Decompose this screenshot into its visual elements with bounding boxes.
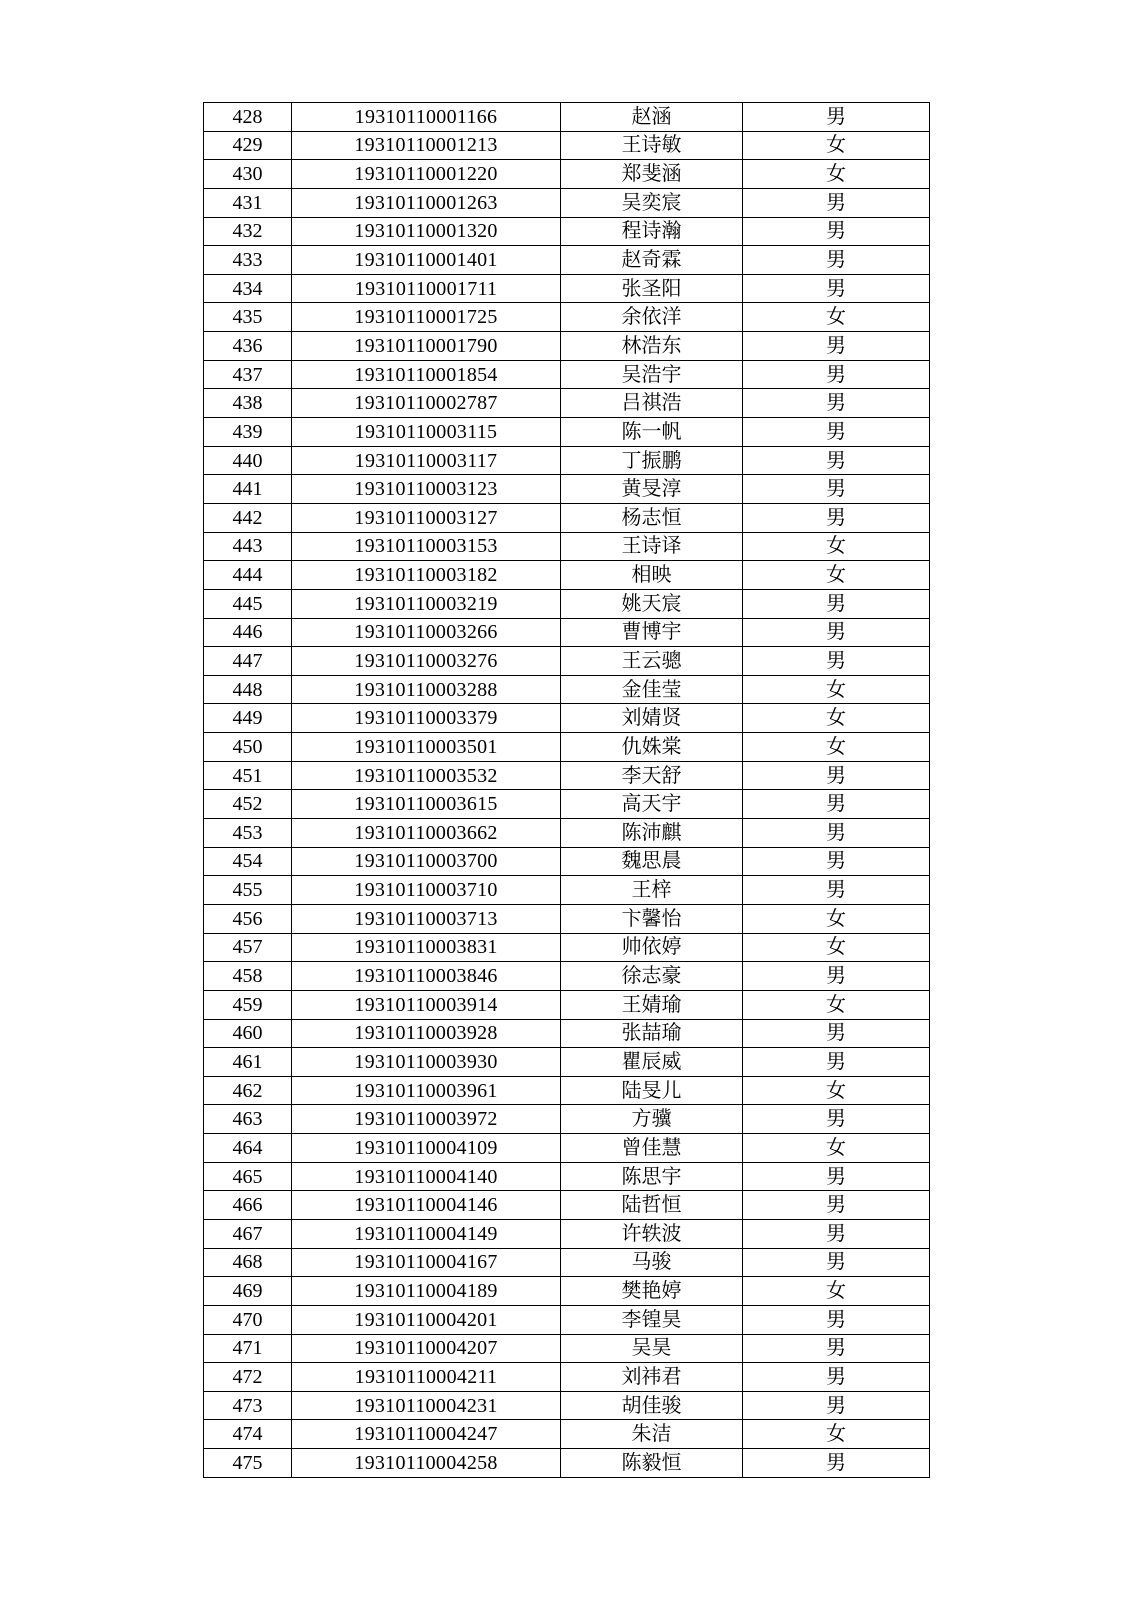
gender-cell: 男 — [743, 962, 930, 991]
gender-cell: 男 — [743, 1162, 930, 1191]
gender-cell: 女 — [743, 131, 930, 160]
candidate-id-cell: 19310110003266 — [292, 618, 561, 647]
name-cell: 王梓 — [561, 876, 743, 905]
candidate-id-cell: 19310110003182 — [292, 561, 561, 590]
gender-cell: 女 — [743, 990, 930, 1019]
row-number-cell: 474 — [204, 1420, 292, 1449]
candidate-id-cell: 19310110003288 — [292, 675, 561, 704]
candidate-id-cell: 19310110003831 — [292, 933, 561, 962]
table-row — [204, 332, 930, 361]
row-number-cell: 438 — [204, 389, 292, 418]
table-row — [204, 675, 930, 704]
name-cell: 杨志恒 — [561, 503, 743, 532]
table-row — [204, 1248, 930, 1277]
name-cell: 魏思晨 — [561, 847, 743, 876]
row-number-cell: 442 — [204, 503, 292, 532]
table-row — [204, 1162, 930, 1191]
candidate-id-cell: 19310110004247 — [292, 1420, 561, 1449]
name-cell: 刘婧贤 — [561, 704, 743, 733]
candidate-id-cell: 19310110003846 — [292, 962, 561, 991]
name-cell: 刘祎君 — [561, 1363, 743, 1392]
row-number-cell: 456 — [204, 904, 292, 933]
candidate-id-cell: 19310110001263 — [292, 188, 561, 217]
gender-cell: 男 — [743, 360, 930, 389]
row-number-cell: 437 — [204, 360, 292, 389]
candidate-id-cell: 19310110004109 — [292, 1134, 561, 1163]
candidate-id-cell: 19310110001790 — [292, 332, 561, 361]
candidate-id-cell: 19310110003532 — [292, 761, 561, 790]
table-row — [204, 1334, 930, 1363]
row-number-cell: 454 — [204, 847, 292, 876]
gender-cell: 男 — [743, 847, 930, 876]
table-row — [204, 933, 930, 962]
candidate-id-cell: 19310110001725 — [292, 303, 561, 332]
candidate-id-cell: 19310110001220 — [292, 160, 561, 189]
gender-cell: 男 — [743, 389, 930, 418]
candidate-id-cell: 19310110004211 — [292, 1363, 561, 1392]
table-row — [204, 1363, 930, 1392]
table-row — [204, 790, 930, 819]
name-cell: 余依洋 — [561, 303, 743, 332]
name-cell: 丁振鹏 — [561, 446, 743, 475]
table-row — [204, 446, 930, 475]
gender-cell: 男 — [743, 217, 930, 246]
gender-cell: 男 — [743, 418, 930, 447]
name-cell: 赵奇霖 — [561, 246, 743, 275]
gender-cell: 男 — [743, 1363, 930, 1392]
gender-cell: 男 — [743, 503, 930, 532]
gender-cell: 女 — [743, 933, 930, 962]
row-number-cell: 439 — [204, 418, 292, 447]
row-number-cell: 471 — [204, 1334, 292, 1363]
gender-cell: 女 — [743, 1134, 930, 1163]
candidate-id-cell: 19310110004201 — [292, 1305, 561, 1334]
table-row — [204, 962, 930, 991]
table-row — [204, 217, 930, 246]
table-row — [204, 1420, 930, 1449]
gender-cell: 女 — [743, 160, 930, 189]
row-number-cell: 458 — [204, 962, 292, 991]
candidate-id-cell: 19310110003379 — [292, 704, 561, 733]
name-cell: 王婧瑜 — [561, 990, 743, 1019]
row-number-cell: 451 — [204, 761, 292, 790]
table-row — [204, 503, 930, 532]
gender-cell: 女 — [743, 675, 930, 704]
name-cell: 金佳莹 — [561, 675, 743, 704]
candidate-id-cell: 19310110001401 — [292, 246, 561, 275]
row-number-cell: 431 — [204, 188, 292, 217]
name-cell: 陆旻儿 — [561, 1076, 743, 1105]
name-cell: 陆哲恒 — [561, 1191, 743, 1220]
row-number-cell: 450 — [204, 733, 292, 762]
candidate-id-cell: 19310110004207 — [292, 1334, 561, 1363]
gender-cell: 男 — [743, 274, 930, 303]
name-cell: 赵涵 — [561, 103, 743, 132]
row-number-cell: 441 — [204, 475, 292, 504]
candidate-id-cell: 19310110004149 — [292, 1219, 561, 1248]
name-cell: 许轶波 — [561, 1219, 743, 1248]
name-cell: 马骏 — [561, 1248, 743, 1277]
candidate-id-cell: 19310110003700 — [292, 847, 561, 876]
table-row — [204, 1076, 930, 1105]
gender-cell: 男 — [743, 647, 930, 676]
row-number-cell: 448 — [204, 675, 292, 704]
table-row — [204, 532, 930, 561]
row-number-cell: 436 — [204, 332, 292, 361]
candidate-id-cell: 19310110003117 — [292, 446, 561, 475]
name-cell: 李锽昊 — [561, 1305, 743, 1334]
table-row — [204, 647, 930, 676]
table-row — [204, 360, 930, 389]
roster-table-body — [204, 103, 930, 1478]
row-number-cell: 472 — [204, 1363, 292, 1392]
row-number-cell: 428 — [204, 103, 292, 132]
gender-cell: 男 — [743, 188, 930, 217]
row-number-cell: 462 — [204, 1076, 292, 1105]
table-row — [204, 704, 930, 733]
candidate-id-cell: 19310110003615 — [292, 790, 561, 819]
row-number-cell: 435 — [204, 303, 292, 332]
table-row — [204, 990, 930, 1019]
name-cell: 陈一帆 — [561, 418, 743, 447]
gender-cell: 女 — [743, 303, 930, 332]
row-number-cell: 461 — [204, 1048, 292, 1077]
name-cell: 陈沛麒 — [561, 819, 743, 848]
table-row — [204, 131, 930, 160]
gender-cell: 男 — [743, 819, 930, 848]
candidate-id-cell: 19310110003710 — [292, 876, 561, 905]
table-row — [204, 819, 930, 848]
gender-cell: 男 — [743, 446, 930, 475]
table-row — [204, 160, 930, 189]
row-number-cell: 446 — [204, 618, 292, 647]
gender-cell: 女 — [743, 704, 930, 733]
candidate-id-cell: 19310110004140 — [292, 1162, 561, 1191]
name-cell: 相映 — [561, 561, 743, 590]
name-cell: 朱洁 — [561, 1420, 743, 1449]
name-cell: 曹博宇 — [561, 618, 743, 647]
table-row — [204, 733, 930, 762]
gender-cell: 男 — [743, 790, 930, 819]
row-number-cell: 433 — [204, 246, 292, 275]
row-number-cell: 449 — [204, 704, 292, 733]
row-number-cell: 434 — [204, 274, 292, 303]
table-row — [204, 274, 930, 303]
name-cell: 张喆瑜 — [561, 1019, 743, 1048]
table-row — [204, 418, 930, 447]
name-cell: 陈毅恒 — [561, 1449, 743, 1478]
table-row — [204, 1048, 930, 1077]
gender-cell: 男 — [743, 1334, 930, 1363]
row-number-cell: 444 — [204, 561, 292, 590]
name-cell: 吴浩宇 — [561, 360, 743, 389]
gender-cell: 男 — [743, 1019, 930, 1048]
gender-cell: 女 — [743, 904, 930, 933]
table-row — [204, 475, 930, 504]
name-cell: 王诗敏 — [561, 131, 743, 160]
name-cell: 方骥 — [561, 1105, 743, 1134]
gender-cell: 男 — [743, 1248, 930, 1277]
table-row — [204, 1305, 930, 1334]
name-cell: 林浩东 — [561, 332, 743, 361]
row-number-cell: 468 — [204, 1248, 292, 1277]
gender-cell: 男 — [743, 1391, 930, 1420]
row-number-cell: 445 — [204, 589, 292, 618]
gender-cell: 男 — [743, 1305, 930, 1334]
gender-cell: 女 — [743, 1076, 930, 1105]
row-number-cell: 429 — [204, 131, 292, 160]
row-number-cell: 475 — [204, 1449, 292, 1478]
gender-cell: 男 — [743, 1219, 930, 1248]
name-cell: 徐志豪 — [561, 962, 743, 991]
gender-cell: 男 — [743, 103, 930, 132]
table-row — [204, 904, 930, 933]
gender-cell: 女 — [743, 1277, 930, 1306]
table-row — [204, 246, 930, 275]
row-number-cell: 469 — [204, 1277, 292, 1306]
gender-cell: 男 — [743, 246, 930, 275]
gender-cell: 女 — [743, 733, 930, 762]
name-cell: 郑斐涵 — [561, 160, 743, 189]
candidate-id-cell: 19310110004146 — [292, 1191, 561, 1220]
gender-cell: 男 — [743, 1105, 930, 1134]
row-number-cell: 430 — [204, 160, 292, 189]
name-cell: 曾佳慧 — [561, 1134, 743, 1163]
row-number-cell: 470 — [204, 1305, 292, 1334]
table-row — [204, 1219, 930, 1248]
roster-table — [203, 102, 930, 1478]
candidate-id-cell: 19310110001854 — [292, 360, 561, 389]
table-row — [204, 1277, 930, 1306]
gender-cell: 男 — [743, 475, 930, 504]
name-cell: 陈思宇 — [561, 1162, 743, 1191]
row-number-cell: 443 — [204, 532, 292, 561]
candidate-id-cell: 19310110002787 — [292, 389, 561, 418]
table-row — [204, 188, 930, 217]
row-number-cell: 440 — [204, 446, 292, 475]
name-cell: 高天宇 — [561, 790, 743, 819]
table-row — [204, 103, 930, 132]
row-number-cell: 460 — [204, 1019, 292, 1048]
gender-cell: 男 — [743, 589, 930, 618]
candidate-id-cell: 19310110004167 — [292, 1248, 561, 1277]
table-row — [204, 1191, 930, 1220]
name-cell: 程诗瀚 — [561, 217, 743, 246]
name-cell: 樊艳婷 — [561, 1277, 743, 1306]
gender-cell: 男 — [743, 761, 930, 790]
name-cell: 胡佳骏 — [561, 1391, 743, 1420]
table-row — [204, 876, 930, 905]
row-number-cell: 466 — [204, 1191, 292, 1220]
table-row — [204, 618, 930, 647]
candidate-id-cell: 19310110004189 — [292, 1277, 561, 1306]
name-cell: 王云骢 — [561, 647, 743, 676]
gender-cell: 男 — [743, 332, 930, 361]
gender-cell: 女 — [743, 532, 930, 561]
candidate-id-cell: 19310110003219 — [292, 589, 561, 618]
row-number-cell: 463 — [204, 1105, 292, 1134]
table-row — [204, 589, 930, 618]
gender-cell: 女 — [743, 561, 930, 590]
table-row — [204, 1449, 930, 1478]
candidate-id-cell: 19310110003115 — [292, 418, 561, 447]
row-number-cell: 452 — [204, 790, 292, 819]
candidate-id-cell: 19310110003972 — [292, 1105, 561, 1134]
candidate-id-cell: 19310110003501 — [292, 733, 561, 762]
gender-cell: 男 — [743, 618, 930, 647]
candidate-id-cell: 19310110003662 — [292, 819, 561, 848]
candidate-id-cell: 19310110003153 — [292, 532, 561, 561]
candidate-id-cell: 19310110003713 — [292, 904, 561, 933]
table-row — [204, 761, 930, 790]
gender-cell: 男 — [743, 876, 930, 905]
name-cell: 吴昊 — [561, 1334, 743, 1363]
gender-cell: 男 — [743, 1048, 930, 1077]
table-row — [204, 561, 930, 590]
table-row — [204, 1134, 930, 1163]
name-cell: 瞿辰威 — [561, 1048, 743, 1077]
row-number-cell: 467 — [204, 1219, 292, 1248]
name-cell: 王诗译 — [561, 532, 743, 561]
table-row — [204, 1019, 930, 1048]
name-cell: 黄旻淳 — [561, 475, 743, 504]
row-number-cell: 453 — [204, 819, 292, 848]
candidate-id-cell: 19310110003914 — [292, 990, 561, 1019]
row-number-cell: 465 — [204, 1162, 292, 1191]
table-row — [204, 1391, 930, 1420]
candidate-id-cell: 19310110003930 — [292, 1048, 561, 1077]
candidate-id-cell: 19310110003276 — [292, 647, 561, 676]
gender-cell: 男 — [743, 1449, 930, 1478]
row-number-cell: 457 — [204, 933, 292, 962]
row-number-cell: 455 — [204, 876, 292, 905]
candidate-id-cell: 19310110001213 — [292, 131, 561, 160]
row-number-cell: 459 — [204, 990, 292, 1019]
name-cell: 姚天宸 — [561, 589, 743, 618]
name-cell: 仇姝棠 — [561, 733, 743, 762]
candidate-id-cell: 19310110001166 — [292, 103, 561, 132]
row-number-cell: 473 — [204, 1391, 292, 1420]
name-cell: 卞馨怡 — [561, 904, 743, 933]
gender-cell: 男 — [743, 1191, 930, 1220]
table-row — [204, 389, 930, 418]
candidate-id-cell: 19310110003961 — [292, 1076, 561, 1105]
candidate-id-cell: 19310110004258 — [292, 1449, 561, 1478]
table-row — [204, 303, 930, 332]
name-cell: 吕祺浩 — [561, 389, 743, 418]
candidate-id-cell: 19310110003127 — [292, 503, 561, 532]
table-row — [204, 847, 930, 876]
row-number-cell: 464 — [204, 1134, 292, 1163]
candidate-id-cell: 19310110003123 — [292, 475, 561, 504]
name-cell: 吴奕宸 — [561, 188, 743, 217]
candidate-id-cell: 19310110004231 — [292, 1391, 561, 1420]
candidate-id-cell: 19310110001320 — [292, 217, 561, 246]
row-number-cell: 447 — [204, 647, 292, 676]
name-cell: 张圣阳 — [561, 274, 743, 303]
table-row — [204, 1105, 930, 1134]
name-cell: 帅依婷 — [561, 933, 743, 962]
row-number-cell: 432 — [204, 217, 292, 246]
candidate-id-cell: 19310110001711 — [292, 274, 561, 303]
candidate-id-cell: 19310110003928 — [292, 1019, 561, 1048]
name-cell: 李天舒 — [561, 761, 743, 790]
gender-cell: 女 — [743, 1420, 930, 1449]
